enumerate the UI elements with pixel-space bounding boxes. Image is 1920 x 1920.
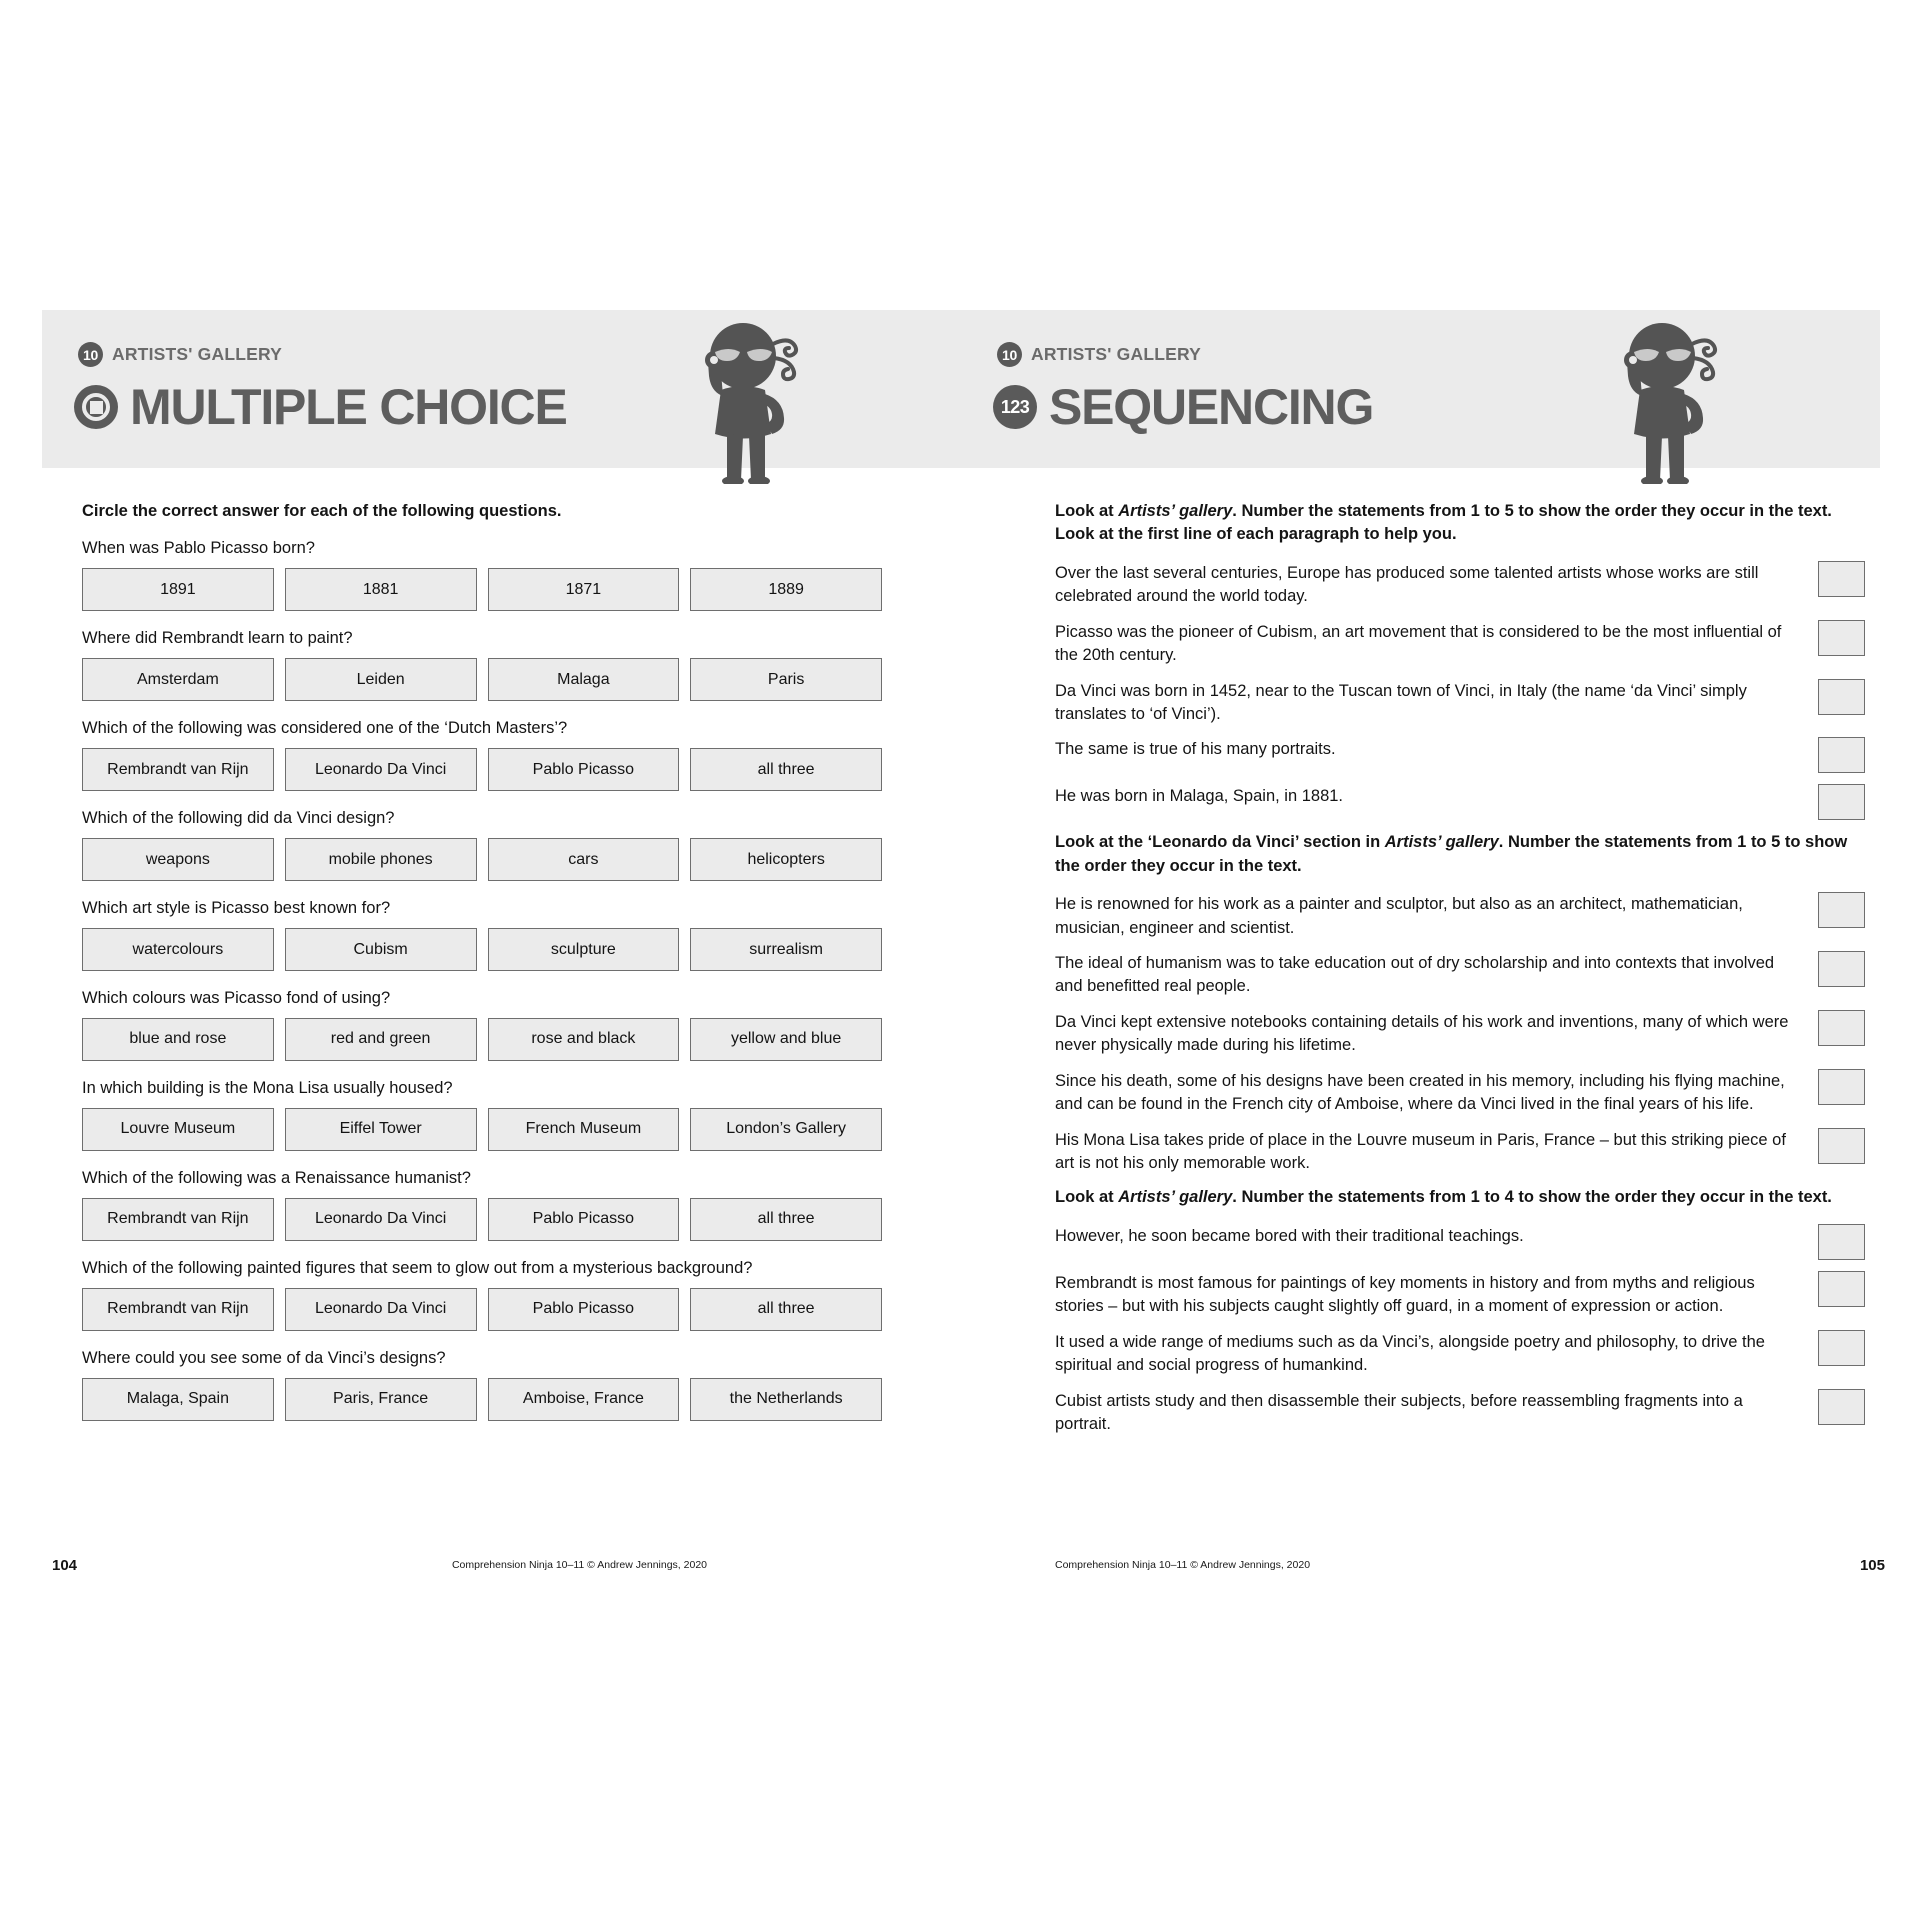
question-prompt: Which of the following painted figures that seem to glow out from a mysterious background? <box>82 1258 753 1277</box>
option-button[interactable]: Leiden <box>285 658 477 701</box>
order-number-box[interactable] <box>1818 784 1865 820</box>
option-button[interactable]: Pablo Picasso <box>488 1288 680 1331</box>
sequencing-column <box>1055 500 1865 1447</box>
sequencing-row <box>1055 1224 1865 1260</box>
numbers-123-circle-icon: 123 <box>993 385 1037 429</box>
option-button[interactable]: blue and rose <box>82 1018 274 1061</box>
option-button[interactable]: Malaga <box>488 658 680 701</box>
instruction-emphasis: Artists’ gallery <box>1384 833 1499 852</box>
statement-text: His Mona Lisa takes pride of place in the Louvre museum in Paris, France – but this striking piece of art is not his only memorable work. <box>1055 1130 1786 1173</box>
target-circle-icon <box>74 385 118 429</box>
question-prompt: Which of the following was a Renaissance humanist? <box>82 1168 471 1187</box>
option-button[interactable]: Pablo Picasso <box>488 1198 680 1241</box>
option-button[interactable]: 1881 <box>285 568 477 611</box>
instruction-multiple-choice: Circle the correct answer for each of the following questions. <box>82 502 562 520</box>
sequencing-row <box>1055 951 1865 999</box>
multiple-choice-column <box>82 500 882 1437</box>
question-block <box>82 897 882 971</box>
option-button[interactable]: Malaga, Spain <box>82 1378 274 1421</box>
statement-text: The ideal of humanism was to take education out of dry scholarship and into contexts that involved and benefitted real people. <box>1055 954 1775 996</box>
instruction-part: . Number the statements from 1 to 5 to show the order they occur in the text. Look at the first line of each paragraph to help you. <box>1055 502 1832 544</box>
option-row <box>82 1018 882 1061</box>
header-band <box>42 310 1880 468</box>
unit-number-badge: 10 <box>997 342 1022 367</box>
sequencing-group <box>1055 1186 1865 1436</box>
option-button[interactable]: Leonardo Da Vinci <box>285 1198 477 1241</box>
option-button[interactable]: Amboise, France <box>488 1378 680 1421</box>
order-number-box[interactable] <box>1818 620 1865 656</box>
option-button[interactable]: London’s Gallery <box>690 1108 882 1151</box>
option-button[interactable]: cars <box>488 838 680 881</box>
option-button[interactable]: surrealism <box>690 928 882 971</box>
option-button[interactable]: yellow and blue <box>690 1018 882 1061</box>
statement-text: Since his death, some of his designs have been created in his memory, including his flying machine, and can be found in the French city of Amboise, where da Vinci lived in the final years of his life. <box>1055 1071 1785 1114</box>
order-number-box[interactable] <box>1818 892 1865 928</box>
option-button[interactable]: Louvre Museum <box>82 1108 274 1151</box>
option-button[interactable]: 1871 <box>488 568 680 611</box>
kicker-label: ARTISTS' GALLERY <box>112 344 283 364</box>
order-number-box[interactable] <box>1818 1224 1865 1260</box>
statement-text: Da Vinci kept extensive notebooks containing details of his work and inventions, many of which were never physically made during his lifetime. <box>1055 1012 1789 1055</box>
option-button[interactable]: Paris <box>690 658 882 701</box>
page-title-left: MULTIPLE CHOICE <box>130 379 567 435</box>
header-left <box>42 310 961 468</box>
statement-text: Picasso was the pioneer of Cubism, an art movement that is considered to be the most influential of the 20th century. <box>1055 622 1782 665</box>
copyright-credit: Comprehension Ninja 10–11 © Andrew Jennings, 2020 <box>1055 1559 1311 1571</box>
statement-text: Cubist artists study and then disassemble their subjects, before reassembling fragments into a portrait. <box>1055 1391 1743 1433</box>
order-number-box[interactable] <box>1818 737 1865 773</box>
option-button[interactable]: 1889 <box>690 568 882 611</box>
instruction-sequencing <box>1055 831 1865 878</box>
option-button[interactable]: Leonardo Da Vinci <box>285 1288 477 1331</box>
option-row <box>82 1288 882 1331</box>
page-title-right: SEQUENCING <box>1049 379 1374 435</box>
order-number-box[interactable] <box>1818 1271 1865 1307</box>
option-row <box>82 568 882 611</box>
instruction-part: Look at <box>1055 1188 1119 1207</box>
option-row <box>82 1198 882 1241</box>
question-block <box>82 1347 882 1421</box>
order-number-box[interactable] <box>1818 951 1865 987</box>
question-prompt: Where could you see some of da Vinci’s designs? <box>82 1348 446 1367</box>
sequencing-row <box>1055 679 1865 727</box>
instruction-emphasis: Artists’ gallery <box>1118 1188 1233 1207</box>
option-button[interactable]: the Netherlands <box>690 1378 882 1421</box>
kicker-left <box>78 342 282 367</box>
option-button[interactable]: Rembrandt van Rijn <box>82 1288 274 1331</box>
section-title-row-right <box>993 379 1374 435</box>
option-button[interactable]: all three <box>690 748 882 791</box>
option-row <box>82 838 882 881</box>
order-number-box[interactable] <box>1818 1069 1865 1105</box>
sequencing-row <box>1055 1389 1865 1437</box>
section-title-row-left <box>74 379 567 435</box>
footer-right <box>1055 1555 1885 1575</box>
option-button[interactable]: Paris, France <box>285 1378 477 1421</box>
sequencing-group <box>1055 500 1865 820</box>
copyright-credit: Comprehension Ninja 10–11 © Andrew Jennings, 2020 <box>451 1559 707 1571</box>
order-number-box[interactable] <box>1818 561 1865 597</box>
option-button[interactable]: Leonardo Da Vinci <box>285 748 477 791</box>
sequencing-row <box>1055 561 1865 609</box>
option-button[interactable]: Pablo Picasso <box>488 748 680 791</box>
question-block <box>82 1167 882 1241</box>
question-block <box>82 627 882 701</box>
instruction-emphasis: Artists’ gallery <box>1118 502 1233 520</box>
order-number-box[interactable] <box>1818 1010 1865 1046</box>
sequencing-row <box>1055 1271 1865 1319</box>
page-number: 105 <box>1859 1556 1885 1574</box>
unit-number-badge: 10 <box>78 342 103 367</box>
option-button[interactable]: rose and black <box>488 1018 680 1061</box>
question-prompt: In which building is the Mona Lisa usually housed? <box>82 1078 453 1097</box>
sequencing-row <box>1055 892 1865 940</box>
option-button[interactable]: French Museum <box>488 1108 680 1151</box>
option-button[interactable]: red and green <box>285 1018 477 1061</box>
option-button[interactable]: Rembrandt van Rijn <box>82 748 274 791</box>
sequencing-row <box>1055 784 1865 820</box>
kicker-right <box>997 342 1201 367</box>
question-block <box>82 1077 882 1151</box>
instruction-sequencing <box>1055 1186 1865 1209</box>
order-number-box[interactable] <box>1818 1389 1865 1425</box>
option-button[interactable]: helicopters <box>690 838 882 881</box>
option-row <box>82 1378 882 1421</box>
option-row <box>82 748 882 791</box>
question-prompt: Where did Rembrandt learn to paint? <box>82 629 353 648</box>
ninja-mascot-icon <box>681 314 811 484</box>
option-button[interactable]: watercolours <box>82 928 274 971</box>
question-block <box>82 987 882 1061</box>
sequencing-row <box>1055 737 1865 773</box>
header-right <box>961 310 1880 468</box>
order-number-box[interactable] <box>1818 1128 1865 1164</box>
statement-text: Da Vinci was born in 1452, near to the Tuscan town of Vinci, in Italy (the name ‘da Vinci’ simply translates to ‘of Vinci’). <box>1055 681 1747 723</box>
question-prompt: Which of the following was considered one of the ‘Dutch Masters’? <box>82 719 568 738</box>
option-button[interactable]: Amsterdam <box>82 658 274 701</box>
statement-text: The same is true of his many portraits. <box>1055 740 1336 759</box>
option-button[interactable]: Cubism <box>285 928 477 971</box>
sequencing-row <box>1055 620 1865 668</box>
option-button[interactable]: Eiffel Tower <box>285 1108 477 1151</box>
question-prompt: Which art style is Picasso best known for? <box>82 899 391 918</box>
instruction-part: . Number the statements from 1 to 5 to show the order they occur in the text. <box>1055 833 1848 875</box>
option-button[interactable]: sculpture <box>488 928 680 971</box>
statement-text: Over the last several centuries, Europe has produced some talented artists whose works are still celebrated around the world today. <box>1055 563 1759 606</box>
statement-text: It used a wide range of mediums such as da Vinci’s, alongside poetry and philosophy, to drive the spiritual and social progress of humankind. <box>1055 1332 1765 1375</box>
sequencing-group <box>1055 831 1865 1175</box>
instruction-part: . Number the statements from 1 to 4 to show the order they occur in the text. <box>1232 1188 1832 1207</box>
question-block <box>82 807 882 881</box>
sequencing-row <box>1055 1128 1865 1176</box>
instruction-part: Look at the ‘Leonardo da Vinci’ section in <box>1055 833 1385 852</box>
kicker-label: ARTISTS' GALLERY <box>1031 344 1202 364</box>
option-row <box>82 658 882 701</box>
option-row <box>82 1108 882 1151</box>
statement-text: He is renowned for his work as a painter and sculptor, but also as an architect, mathematician, musician, engineer and scientist. <box>1055 895 1743 937</box>
statement-text: He was born in Malaga, Spain, in 1881. <box>1055 787 1344 806</box>
option-button[interactable]: Rembrandt van Rijn <box>82 1198 274 1241</box>
instruction-sequencing <box>1055 500 1865 547</box>
ninja-mascot-icon <box>1600 314 1730 484</box>
option-button[interactable]: all three <box>690 1198 882 1241</box>
footer-left <box>52 1555 892 1575</box>
question-block <box>82 537 882 611</box>
statement-text: However, he soon became bored with their traditional teachings. <box>1055 1226 1524 1245</box>
option-button[interactable]: 1891 <box>82 568 274 611</box>
question-prompt: Which of the following did da Vinci design? <box>82 809 395 828</box>
statement-text: Rembrandt is most famous for paintings of key moments in history and from myths and religious stories – but with his subjects caught slightly off guard, in a moment of expression or action. <box>1055 1273 1755 1316</box>
question-block <box>82 717 882 791</box>
order-number-box[interactable] <box>1818 679 1865 715</box>
question-prompt: When was Pablo Picasso born? <box>82 539 315 558</box>
sequencing-row <box>1055 1069 1865 1117</box>
sequencing-row <box>1055 1010 1865 1058</box>
option-button[interactable]: mobile phones <box>285 838 477 881</box>
page-number: 104 <box>52 1556 78 1574</box>
question-prompt: Which colours was Picasso fond of using? <box>82 989 391 1008</box>
option-button[interactable]: weapons <box>82 838 274 881</box>
question-block <box>82 1257 882 1331</box>
order-number-box[interactable] <box>1818 1330 1865 1366</box>
option-button[interactable]: all three <box>690 1288 882 1331</box>
instruction-part: Look at <box>1055 502 1119 520</box>
sequencing-row <box>1055 1330 1865 1378</box>
option-row <box>82 928 882 971</box>
